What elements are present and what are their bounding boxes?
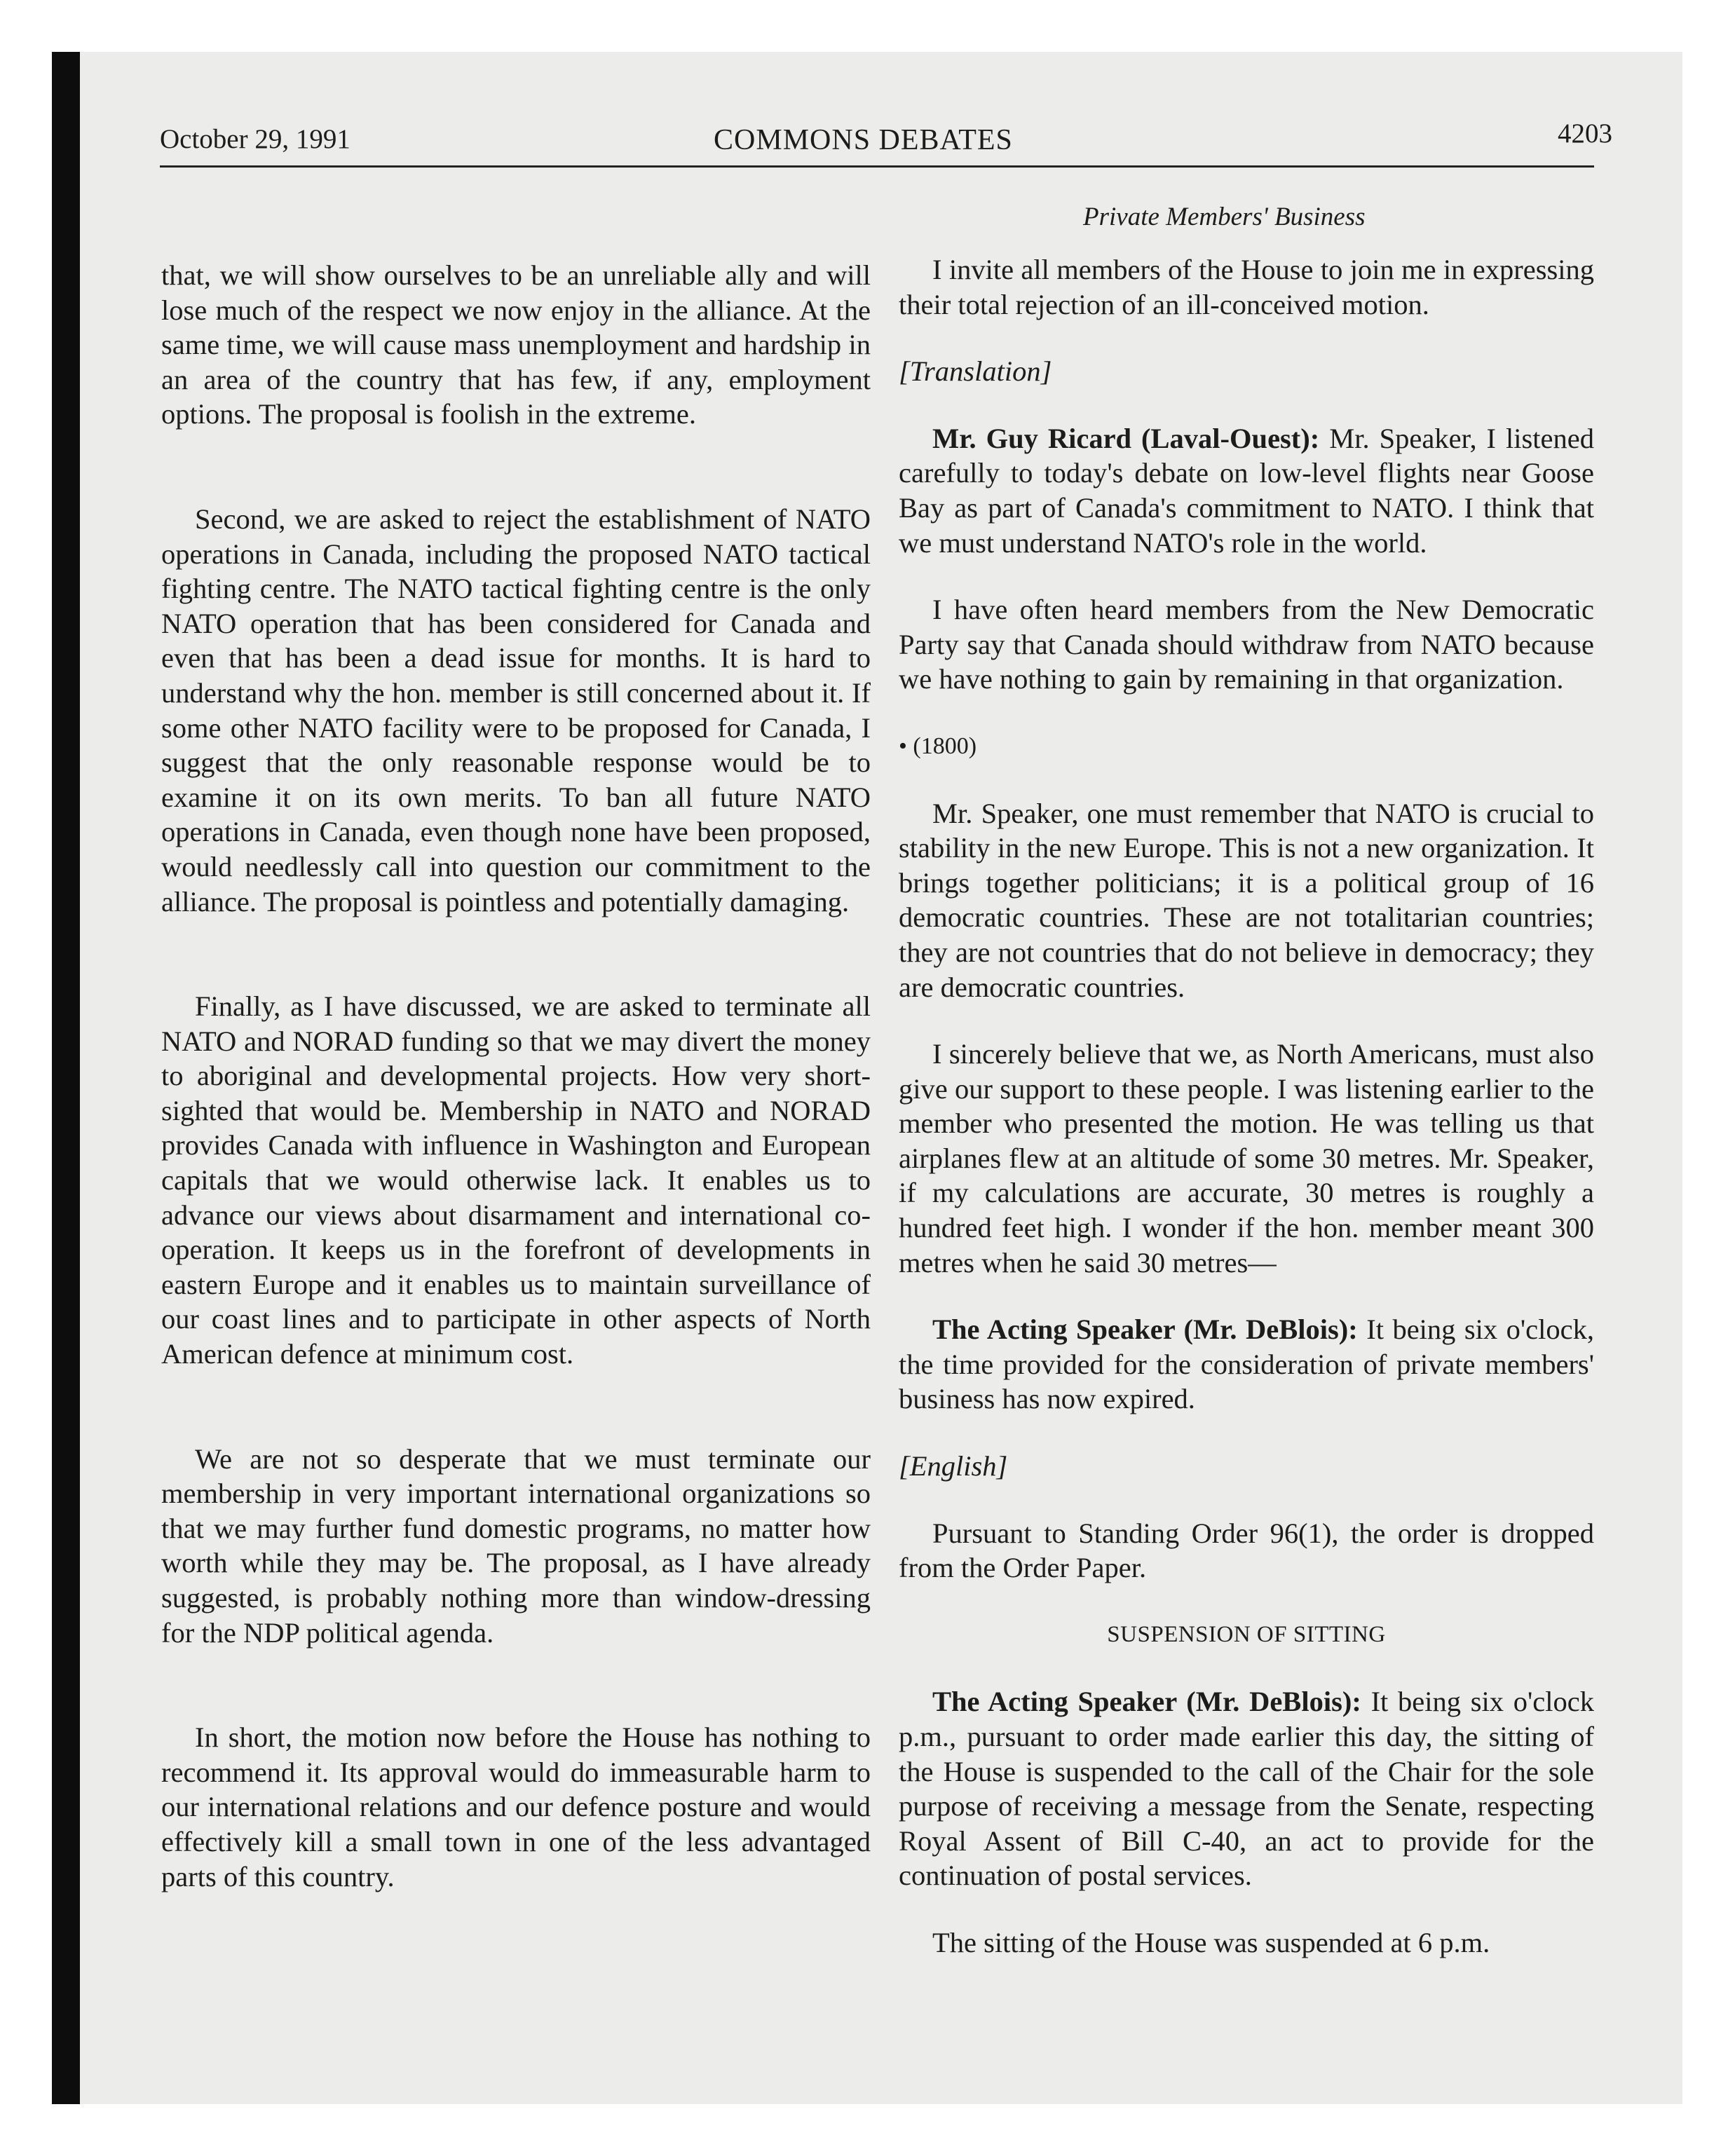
speaker-name: The Acting Speaker (Mr. DeBlois): <box>932 1686 1361 1718</box>
section-heading: SUSPENSION OF SITTING <box>1107 1621 1386 1647</box>
speaker-name: Mr. Guy Ricard (Laval-Ouest): <box>932 422 1320 454</box>
speech-paragraph <box>899 421 1594 560</box>
speech-text: It being six o'clock p.m., pursuant to order made earlier this day, the sitting of the House is suspended to the call of the Chair for the sole purpose of receiving a message from the Senate, respecting Royal Assent of Bill C-40, an act to provide for the continuation of postal services. <box>899 1686 1595 1892</box>
time-marker: • (1800) <box>899 732 977 759</box>
speech-paragraph <box>899 1684 1594 1893</box>
header-title: COMMONS DEBATES <box>714 124 1013 156</box>
language-tag: [Translation] <box>899 355 1052 388</box>
section-header: Private Members' Business <box>1083 203 1366 231</box>
speech-paragraph <box>899 1312 1594 1417</box>
paragraph: I invite all members of the House to join me in expressing their total rejection of an ill-conceived motion. <box>899 254 1594 320</box>
header-rule <box>160 165 1594 168</box>
page-number: 4203 <box>1558 118 1612 149</box>
paragraph: Mr. Speaker, one must remember that NATO is crucial to stability in the new Europe. This is not a new organization. It brings together politicians; it is a political group of 16 democratic countries. These are not totalitarian countries; they are not countries that do not believe in democracy; they are democratic countries. <box>899 797 1594 1003</box>
left-column <box>161 258 871 1964</box>
scan-edge-shadow <box>52 52 80 2104</box>
speech-text: It being six o'clock, the time provided for the consideration of private members' business has now expired. <box>899 1314 1595 1415</box>
paragraph: The sitting of the House was suspended at 6 p.m. <box>932 1926 1490 1958</box>
paragraph: We are not so desperate that we must terminate our membership in very important international organizations so that we may further fund domestic programs, no matter how worth while they may be. The proposal, as I have already suggested, is probably nothing more than window-dressing for the NDP political agenda. <box>161 1442 871 1649</box>
speech-text: Mr. Speaker, I listened carefully to today's debate on low-level flights near Goose Bay as part of Canada's commitment to NATO. I think that we must understand NATO's role in the world. <box>899 422 1594 559</box>
paragraph: Pursuant to Standing Order 96(1), the order is dropped from the Order Paper. <box>899 1517 1594 1584</box>
paragraph: that, we will show ourselves to be an unreliable ally and will lose much of the respect we now enjoy in the alliance. At the same time, we will cause mass unemployment and hardship in an area of the country that has few, if any, employment options. The proposal is foolish in the extreme. <box>161 259 871 430</box>
paragraph: I have often heard members from the New Democratic Party say that Canada should withdraw from NATO because we have nothing to gain by remaining in that organization. <box>899 594 1594 695</box>
header-date: October 29, 1991 <box>160 124 351 154</box>
paragraph: I sincerely believe that we, as North Americans, must also give our support to these people. I was listening earlier to the member who presented the motion. He was telling us that airplanes flew at an altitude of some 30 metres. Mr. Speaker, if my calculations are accurate, 30 metres is roughly a hundred feet high. I wonder if the hon. member meant 300 metres when he said 30 metres— <box>899 1038 1594 1278</box>
right-column <box>899 252 1594 1993</box>
paragraph: Finally, as I have discussed, we are asked to terminate all NATO and NORAD funding so that we may divert the money to aboriginal and developmental projects. How very short-sighted that would be. Membership in NATO and NORAD provides Canada with influence in Washington and European capitals that we would otherwise lack. It enables us to advance our views about disarmament and international co-operation. It keeps us in the forefront of developments in eastern Europe and it enables us to maintain surveillance of our coast lines and to participate in other aspects of North American defence at minimum cost. <box>161 990 871 1370</box>
paragraph: In short, the motion now before the House has nothing to recommend it. Its approval would do immeasurable harm to our international relations and our defence posture and would effectively kill a small town in one of the less advantaged parts of this country. <box>161 1721 871 1892</box>
paragraph: Second, we are asked to reject the establishment of NATO operations in Canada, including the proposed NATO tactical fighting centre. The NATO tactical fighting centre is the only NATO operation that has been considered for Canada and even that has been a dead issue for months. It is hard to understand why the hon. member is still concerned about it. If some other NATO facility were to be proposed for Canada, I suggest that the only reasonable response would be to examine it on its own merits. To ban all future NATO operations in Canada, even though none have been proposed, would needlessly call into question our commitment to the alliance. The proposal is pointless and potentially damaging. <box>161 503 871 917</box>
language-tag: [English] <box>899 1450 1008 1482</box>
speaker-name: The Acting Speaker (Mr. DeBlois): <box>932 1314 1358 1346</box>
